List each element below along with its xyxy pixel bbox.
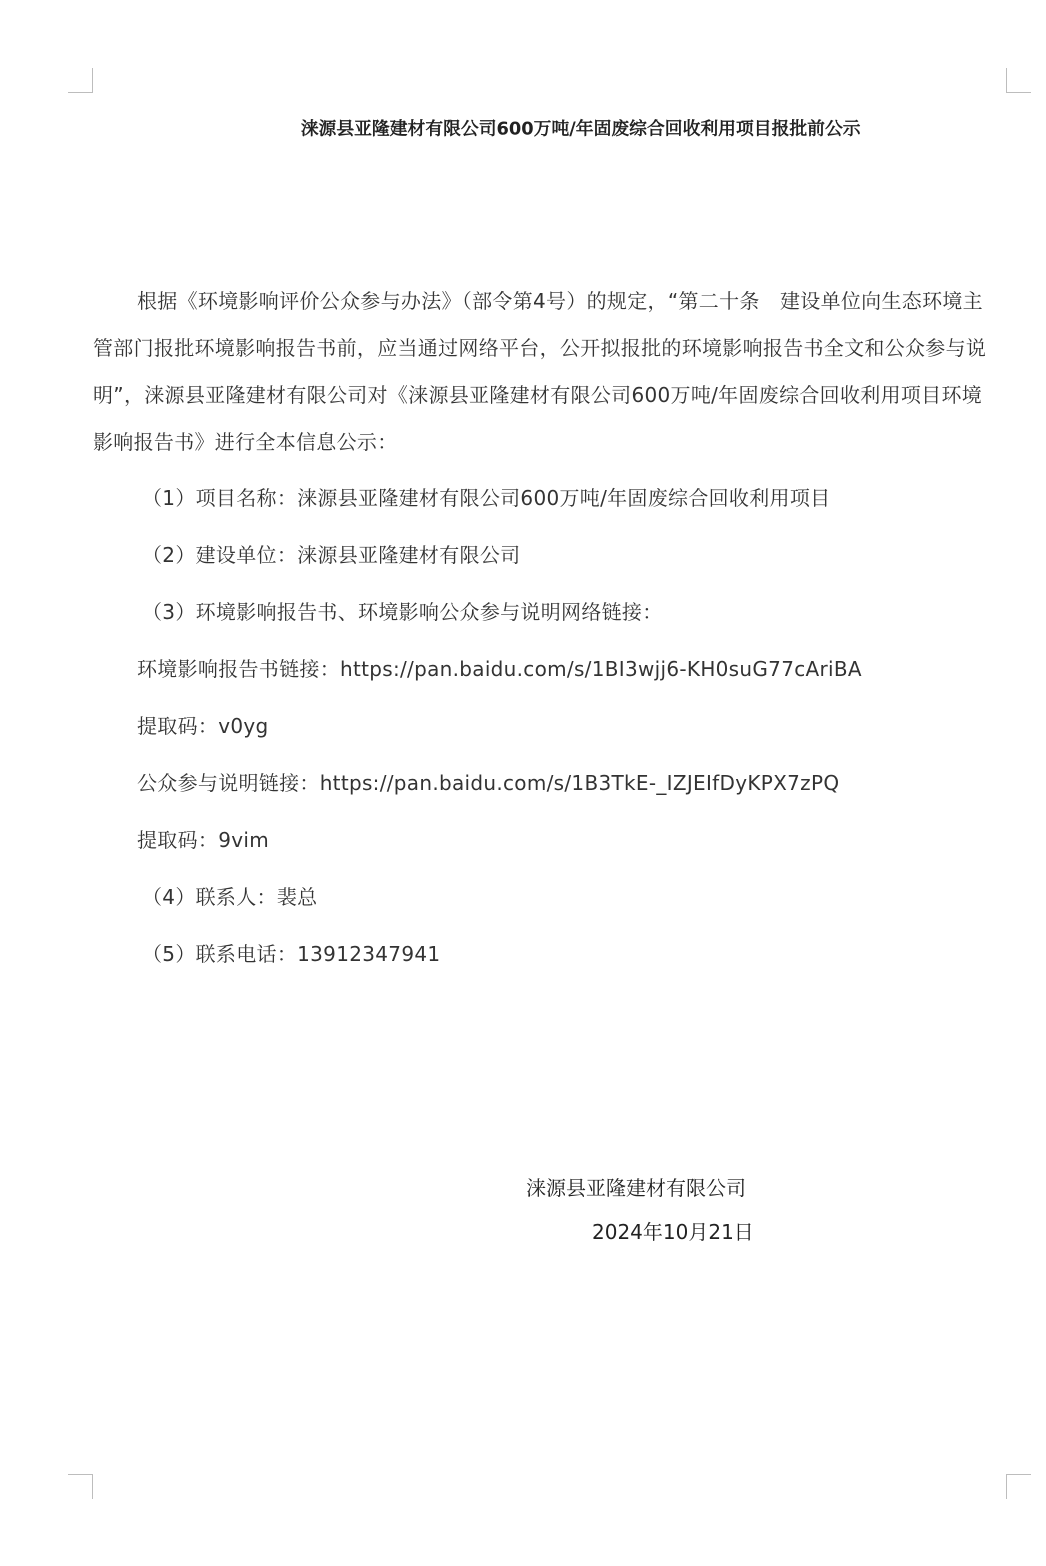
participation-link[interactable]: https://pan.baidu.com/s/1B3TkE-_IZJEIfDyKPX7zPQ: [319, 771, 840, 795]
intro-paragraph: 根据《环境影响评价公众参与办法》（部令第4号）的规定，“第二十条 建设单位向生态环境主管部门报批环境影响报告书前，应当通过网络平台，公开拟报批的环境影响报告书全文和公众参与说明”，涞源县亚隆建材有限公司对《涞源县亚隆建材有限公司600万吨/年固废综合回收利用项目环境影响报告书》进行全本信息公示：: [93, 289, 987, 454]
document-title: 涞源县亚隆建材有限公司600万吨/年固废综合回收利用项目报批前公示: [300, 117, 861, 139]
crop-mark-top-right: [1006, 68, 1031, 93]
report-code-line: [137, 712, 269, 740]
item-project-name: （1）项目名称：涞源县亚隆建材有限公司600万吨/年固废综合回收利用项目: [142, 486, 831, 510]
participation-link-line: [137, 769, 839, 797]
report-code-value: v0yg: [218, 714, 269, 738]
signature-company: 涞源县亚隆建材有限公司: [526, 1176, 746, 1200]
item-links-heading: （3）环境影响报告书、环境影响公众参与说明网络链接：: [142, 600, 663, 624]
crop-mark-bottom-left: [68, 1474, 93, 1499]
item-builder: （2）建设单位：涞源县亚隆建材有限公司: [142, 543, 521, 567]
participation-code-line: [137, 826, 269, 854]
participation-code-label: 提取码：: [137, 828, 219, 852]
participation-link-label: 公众参与说明链接：: [137, 771, 320, 795]
item-phone: （5）联系电话：13912347941: [142, 942, 441, 966]
signature-date: 2024年10月21日: [592, 1220, 754, 1244]
crop-mark-bottom-right: [1006, 1474, 1031, 1499]
report-link-line: [137, 655, 862, 683]
participation-code-value: 9vim: [218, 828, 270, 852]
report-link[interactable]: https://pan.baidu.com/s/1BI3wjj6-KH0suG77cAriBA: [340, 657, 862, 681]
report-link-label: 环境影响报告书链接：: [137, 657, 340, 681]
item-contact: （4）联系人：裴总: [142, 885, 318, 909]
report-code-label: 提取码：: [137, 714, 219, 738]
crop-mark-top-left: [68, 68, 93, 93]
